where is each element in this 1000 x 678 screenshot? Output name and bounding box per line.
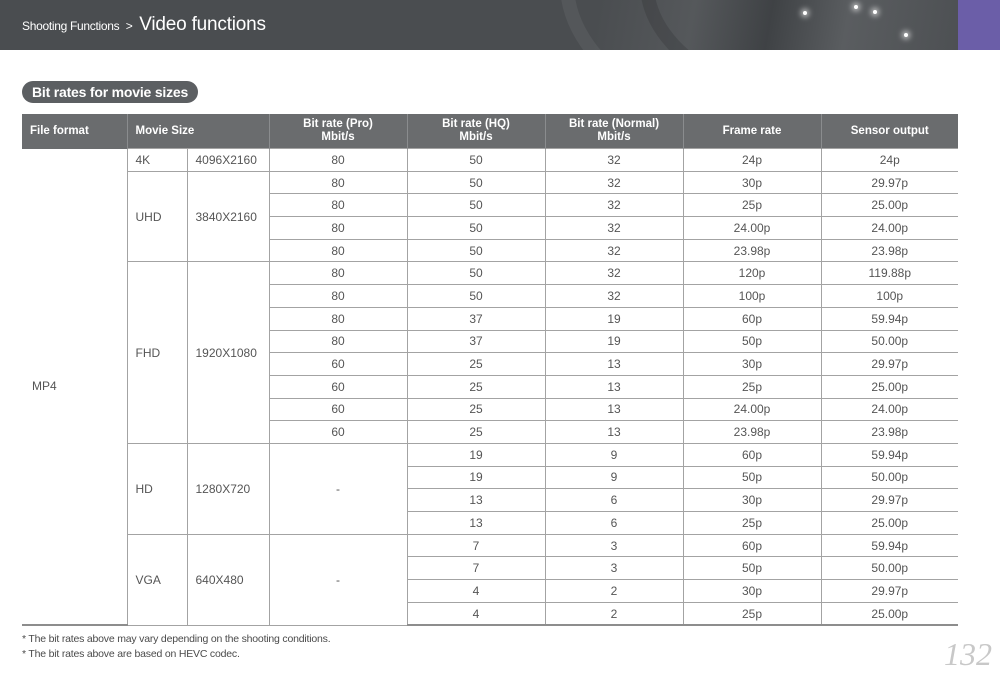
cell-bitrate-hq: 37 (407, 307, 545, 330)
cell-frame-rate: 50p (683, 466, 821, 489)
cell-bitrate-pro: - (269, 534, 407, 625)
cell-bitrate-hq: 25 (407, 375, 545, 398)
cell-bitrate-hq: 19 (407, 443, 545, 466)
cell-frame-rate: 50p (683, 557, 821, 580)
cell-bitrate-pro: 80 (269, 285, 407, 308)
cell-bitrate-pro: 80 (269, 171, 407, 194)
cell-bitrate-hq: 25 (407, 398, 545, 421)
cell-sensor-output: 29.97p (821, 489, 958, 512)
cell-frame-rate: 23.98p (683, 421, 821, 444)
cell-bitrate-normal: 32 (545, 217, 683, 240)
cell-frame-rate: 60p (683, 307, 821, 330)
col-header-bitrate-normal (545, 114, 683, 149)
cell-bitrate-normal: 32 (545, 285, 683, 308)
table-row (22, 534, 958, 557)
col-header-bitrate-pro (269, 114, 407, 149)
table-header-row (22, 114, 958, 149)
breadcrumb-parent[interactable]: Shooting Functions (22, 19, 120, 33)
col-header-bitrate-hq (407, 114, 545, 149)
decorative-spark (904, 33, 908, 37)
cell-bitrate-pro: 60 (269, 353, 407, 376)
cell-bitrate-hq: 50 (407, 217, 545, 240)
col-header-label: Bit rate (Normal) (568, 118, 660, 130)
cell-sensor-output: 25.00p (821, 194, 958, 217)
cell-movie-size-name: VGA (127, 534, 187, 625)
cell-bitrate-pro: 80 (269, 217, 407, 240)
cell-bitrate-hq: 4 (407, 602, 545, 625)
cell-resolution: 3840X2160 (187, 171, 269, 262)
cell-frame-rate: 60p (683, 534, 821, 557)
cell-sensor-output: 100p (821, 285, 958, 308)
cell-bitrate-pro: 80 (269, 194, 407, 217)
cell-sensor-output: 24p (821, 149, 958, 172)
cell-bitrate-normal: 32 (545, 171, 683, 194)
decorative-spark (873, 10, 877, 14)
col-header-unit: Mbit/s (597, 131, 631, 143)
cell-bitrate-normal: 32 (545, 194, 683, 217)
cell-bitrate-hq: 7 (407, 534, 545, 557)
cell-frame-rate: 24p (683, 149, 821, 172)
cell-bitrate-normal: 13 (545, 398, 683, 421)
cell-resolution: 640X480 (187, 534, 269, 625)
table-row (22, 262, 958, 285)
cell-bitrate-hq: 13 (407, 512, 545, 535)
cell-bitrate-normal: 3 (545, 557, 683, 580)
cell-bitrate-normal: 9 (545, 443, 683, 466)
section-heading: Bit rates for movie sizes (22, 81, 198, 103)
cell-sensor-output: 24.00p (821, 217, 958, 240)
bitrate-table (22, 114, 958, 626)
cell-sensor-output: 24.00p (821, 398, 958, 421)
cell-bitrate-pro: 60 (269, 398, 407, 421)
cell-bitrate-hq: 50 (407, 285, 545, 308)
cell-bitrate-normal: 19 (545, 330, 683, 353)
cell-sensor-output: 59.94p (821, 534, 958, 557)
col-header-unit: Mbit/s (459, 131, 493, 143)
cell-bitrate-hq: 4 (407, 580, 545, 603)
cell-bitrate-normal: 3 (545, 534, 683, 557)
cell-bitrate-normal: 2 (545, 580, 683, 603)
decorative-spark (854, 5, 858, 9)
cell-sensor-output: 50.00p (821, 466, 958, 489)
breadcrumb (22, 14, 266, 36)
cell-bitrate-hq: 50 (407, 149, 545, 172)
cell-file-format: MP4 (22, 149, 127, 626)
cell-resolution: 1280X720 (187, 443, 269, 534)
cell-sensor-output: 25.00p (821, 375, 958, 398)
cell-frame-rate: 25p (683, 512, 821, 535)
cell-movie-size-name: FHD (127, 262, 187, 444)
cell-movie-size-name: HD (127, 443, 187, 534)
table-row (22, 149, 958, 172)
cell-sensor-output: 50.00p (821, 330, 958, 353)
cell-movie-size-name: UHD (127, 171, 187, 262)
col-header-label: Bit rate (HQ) (442, 118, 510, 130)
cell-resolution: 4096X2160 (187, 149, 269, 172)
col-header-unit: Mbit/s (321, 131, 355, 143)
header-bar (0, 0, 958, 50)
cell-frame-rate: 30p (683, 171, 821, 194)
breadcrumb-separator: > (125, 19, 133, 33)
cell-sensor-output: 23.98p (821, 421, 958, 444)
cell-bitrate-hq: 25 (407, 353, 545, 376)
cell-sensor-output: 23.98p (821, 239, 958, 262)
cell-frame-rate: 24.00p (683, 217, 821, 240)
cell-bitrate-normal: 9 (545, 466, 683, 489)
col-header-file-format: File format (22, 114, 127, 149)
cell-sensor-output: 25.00p (821, 512, 958, 535)
cell-frame-rate: 25p (683, 602, 821, 625)
footnote: * The bit rates above may vary depending on the shooting conditions. (22, 633, 331, 645)
cell-bitrate-hq: 7 (407, 557, 545, 580)
cell-bitrate-normal: 32 (545, 262, 683, 285)
cell-sensor-output: 59.94p (821, 443, 958, 466)
decorative-swoosh (640, 0, 958, 50)
cell-bitrate-normal: 6 (545, 489, 683, 512)
cell-bitrate-normal: 2 (545, 602, 683, 625)
cell-bitrate-normal: 13 (545, 353, 683, 376)
cell-sensor-output: 29.97p (821, 353, 958, 376)
cell-frame-rate: 60p (683, 443, 821, 466)
cell-frame-rate: 25p (683, 194, 821, 217)
cell-bitrate-normal: 19 (545, 307, 683, 330)
cell-sensor-output: 50.00p (821, 557, 958, 580)
cell-frame-rate: 100p (683, 285, 821, 308)
cell-bitrate-hq: 50 (407, 262, 545, 285)
col-header-sensor-output: Sensor output (821, 114, 958, 149)
cell-bitrate-normal: 32 (545, 149, 683, 172)
cell-frame-rate: 30p (683, 580, 821, 603)
cell-bitrate-pro: 60 (269, 421, 407, 444)
cell-bitrate-pro: 80 (269, 307, 407, 330)
cell-bitrate-hq: 37 (407, 330, 545, 353)
cell-bitrate-hq: 50 (407, 171, 545, 194)
cell-frame-rate: 120p (683, 262, 821, 285)
cell-frame-rate: 30p (683, 489, 821, 512)
cell-bitrate-normal: 6 (545, 512, 683, 535)
cell-bitrate-normal: 13 (545, 375, 683, 398)
cell-frame-rate: 23.98p (683, 239, 821, 262)
cell-bitrate-pro: 80 (269, 330, 407, 353)
cell-bitrate-pro: 80 (269, 149, 407, 172)
cell-sensor-output: 29.97p (821, 171, 958, 194)
cell-bitrate-pro: - (269, 443, 407, 534)
col-header-frame-rate: Frame rate (683, 114, 821, 149)
decorative-spark (803, 11, 807, 15)
page-number: 132 (944, 636, 992, 672)
table-row (22, 171, 958, 194)
cell-bitrate-hq: 19 (407, 466, 545, 489)
cell-frame-rate: 50p (683, 330, 821, 353)
cell-frame-rate: 30p (683, 353, 821, 376)
cell-bitrate-hq: 50 (407, 194, 545, 217)
cell-sensor-output: 29.97p (821, 580, 958, 603)
cell-movie-size-name: 4K (127, 149, 187, 172)
cell-sensor-output: 119.88p (821, 262, 958, 285)
cell-bitrate-pro: 60 (269, 375, 407, 398)
cell-bitrate-hq: 13 (407, 489, 545, 512)
cell-frame-rate: 24.00p (683, 398, 821, 421)
footnote: * The bit rates above are based on HEVC codec. (22, 648, 240, 660)
col-header-movie-size: Movie Size (127, 114, 269, 149)
cell-bitrate-hq: 25 (407, 421, 545, 444)
cell-bitrate-pro: 80 (269, 239, 407, 262)
cell-bitrate-normal: 32 (545, 239, 683, 262)
table-row (22, 443, 958, 466)
cell-sensor-output: 59.94p (821, 307, 958, 330)
col-header-label: Bit rate (Pro) (303, 118, 373, 130)
cell-bitrate-hq: 50 (407, 239, 545, 262)
cell-resolution: 1920X1080 (187, 262, 269, 444)
chapter-tab[interactable] (958, 0, 1000, 50)
cell-bitrate-normal: 13 (545, 421, 683, 444)
page-title: Video functions (139, 14, 266, 35)
footnotes (22, 632, 330, 662)
cell-frame-rate: 25p (683, 375, 821, 398)
cell-bitrate-pro: 80 (269, 262, 407, 285)
cell-sensor-output: 25.00p (821, 602, 958, 625)
